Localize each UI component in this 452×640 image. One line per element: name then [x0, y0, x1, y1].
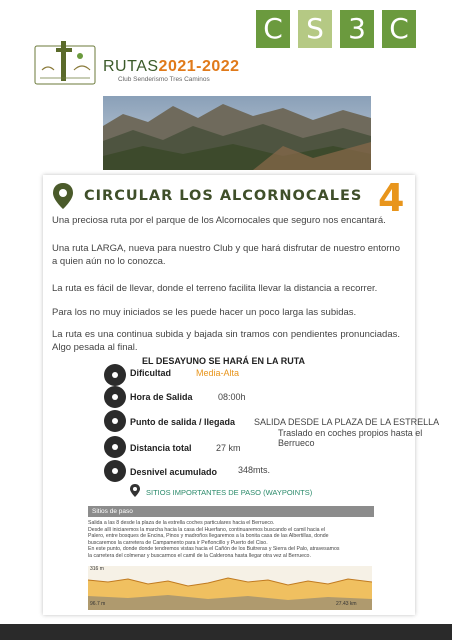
distance-icon: [104, 436, 126, 458]
route-number: 4: [378, 176, 405, 220]
sitios-line: Salida a las 8 desde la plaza de la estrella coches particulares hacia el Berrueco.: [88, 520, 275, 526]
meeting-point-icon: [104, 410, 126, 432]
profile-left-label: 96.7 m: [90, 601, 106, 607]
elevation-value: 348mts.: [238, 465, 271, 475]
location-pin-icon: [52, 182, 74, 210]
departure-time-label: Hora de Salida: [130, 392, 193, 402]
profile-top-label: 316 m: [90, 566, 104, 572]
sitios-line: buscaremos la carretera de Campamento para ir Peñoncillo y Puerto del Ciso.: [88, 539, 268, 546]
meeting-point-value: SALIDA DESDE LA PLAZA DE LA ESTRELLA: [254, 417, 440, 427]
rutas-label: RUTAS: [103, 58, 159, 75]
mountain-photo: [103, 96, 371, 170]
sitios-text: [88, 520, 388, 560]
difficulty-icon: [104, 364, 126, 386]
departure-time-value: 08:00h: [218, 392, 246, 402]
clock-icon: [104, 386, 126, 408]
waypoints-link[interactable]: SITIOS IMPORTANTES DE PASO (WAYPOINTS): [146, 488, 313, 497]
logo-tile-c2: C: [382, 10, 416, 48]
description-1: Una preciosa ruta por el parque de los Alcornocales que seguro nos encantará.: [52, 215, 386, 226]
description-5: La ruta es una continua subida y bajada sin tramos con pendientes pronunciadas. Algo pesada al final.: [52, 329, 400, 353]
footer-band: [0, 624, 452, 640]
sitios-line: Palero, entre bosques de Encina, Pinos y madroños llegaremos a la bonita casa de las Albertillas, donde: [88, 533, 329, 540]
breakfast-note: EL DESAYUNO SE HARÁ EN LA RUTA: [142, 356, 306, 366]
meeting-point-label: Punto de salida / llegada: [130, 417, 236, 427]
profile-right-label: 27.43 km: [336, 601, 357, 607]
distance-label: Distancia total: [130, 443, 192, 453]
elevation-profile: [88, 566, 372, 610]
waypoint-pin-icon: [130, 484, 140, 497]
sitios-line: la carretera del colmenar y buscarmos el camil de la Calderona hasta llegar otra vez al Berrueco.: [88, 552, 311, 559]
elevation-icon: [104, 460, 126, 482]
season-year: 2021-2022: [158, 58, 240, 75]
elevation-label: Desnivel acumulado: [130, 467, 218, 477]
difficulty-label: Dificultad: [130, 368, 172, 378]
description-2: Una ruta LARGA, nueva para nuestro Club y que hará disfrutar de nuestro entorno a quien aún no lo conozca.: [52, 243, 400, 267]
rutas-heading: [103, 58, 240, 76]
description-4: Para los no muy iniciados se les puede hacer un poco larga las subidas.: [52, 307, 357, 318]
logo-tile-3: 3: [340, 10, 374, 48]
logo-tile-s: S: [298, 10, 332, 48]
description-3: La ruta es fácil de llevar, donde el terreno facilita llevar la distancia a recorrer.: [52, 283, 378, 294]
route-title: CIRCULAR LOS ALCORNOCALES: [84, 188, 363, 204]
sitios-line: En este punto, donde donde tendremos vistas hacia el Cañón de los Buitreras y Sierra del Palo, atravesamos: [88, 546, 340, 553]
sitios-header: Sitios de paso: [88, 506, 374, 517]
club-crest-logo: [34, 40, 96, 86]
transfer-note: Traslado en coches propios hasta el Berrueco: [278, 428, 423, 448]
sitios-line: Desde allí iniciaremos la marcha hacia la casa del Huerfano, continuaremos buscando el camil hacia el: [88, 526, 326, 533]
club-name: Club Senderismo Tres Caminos: [118, 76, 210, 83]
distance-value: 27 km: [216, 443, 241, 453]
difficulty-value: Media-Alta: [196, 368, 240, 378]
logo-tile-c1: C: [256, 10, 290, 48]
